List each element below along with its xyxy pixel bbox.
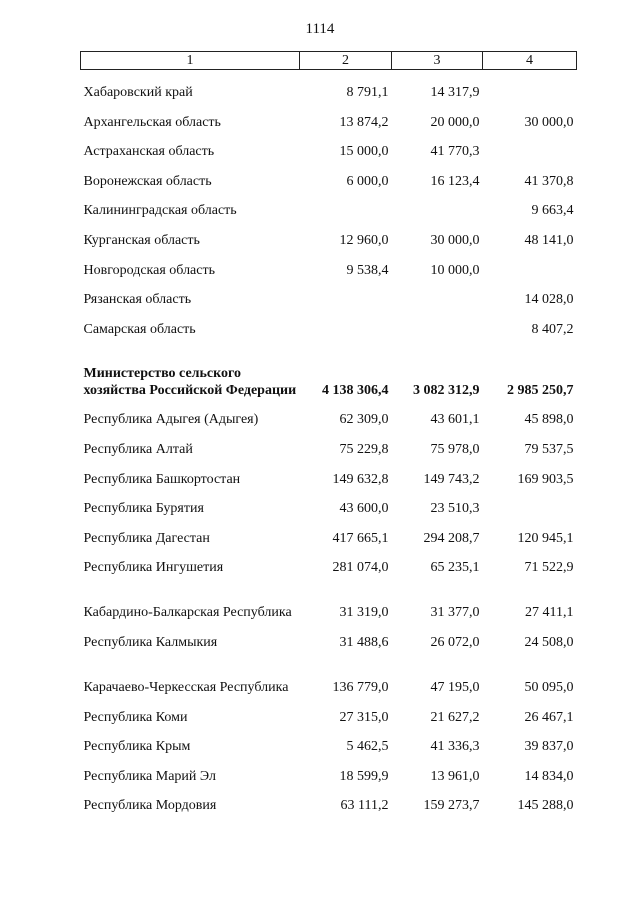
row-value-col2: 75 229,8 [339,441,389,457]
row-value-col2: 9 538,4 [346,262,389,278]
row-value-col3: 14 317,9 [430,85,480,100]
header-row [81,52,577,70]
row-value-col4: 169 903,5 [517,471,574,487]
row-value-col4 [483,131,577,161]
row-value-col3: 149 743,2 [423,471,480,487]
page-number: 1114 [305,21,335,37]
table-row [81,70,577,102]
row-value-col4: 45 898,0 [524,412,574,428]
row-name: Курганская область [83,232,200,248]
table-row [81,651,577,696]
row-name: Кабардино-Балкарская Республика [83,605,292,621]
row-name: Новгородская область [83,262,215,278]
row-value-col4: 79 537,5 [524,441,574,457]
table-row [81,131,577,161]
row-value-col2: 5 462,5 [346,739,389,755]
table-row [81,726,577,756]
row-value-col3 [392,308,483,338]
table-row [81,458,577,488]
table-row [81,517,577,547]
row-value-col2 [300,190,392,220]
row-name: Республика Мордовия [83,798,217,814]
row-value-col3: 41 770,3 [430,144,480,160]
table-row [81,621,577,651]
row-name: Республика Башкортостан [83,471,241,487]
row-value-col3: 31 377,0 [430,605,480,621]
row-value-col4: 26 467,1 [524,709,574,725]
row-value-col2: 18 599,9 [339,768,389,784]
row-value-col2: 149 632,8 [332,471,389,487]
row-value-col3: 41 336,3 [430,739,480,755]
row-value-col4: 120 945,1 [517,530,574,546]
row-name: Рязанская область [83,292,192,308]
header-col-4: 4 [483,52,577,70]
table-row [81,160,577,190]
row-name: Республика Крым [83,739,191,755]
row-value-col2: 136 779,0 [332,679,389,695]
row-name: Республика Бурятия [83,501,204,517]
row-value-col3: 30 000,0 [430,232,480,248]
row-value-col4: 50 095,0 [524,679,574,695]
ministry-name: Министерство сельского хозяйства Российской Федерации [83,365,297,398]
row-value-col2 [300,308,392,338]
row-value-col2: 43 600,0 [339,501,389,517]
table-row [81,576,577,621]
header-col-3: 3 [392,52,483,70]
row-name: Республика Дагестан [83,530,210,546]
table-row [81,488,577,518]
budget-table [80,51,577,814]
row-name: Калининградская область [83,203,237,219]
row-value-col4: 2 985 250,7 [507,382,574,398]
header-col-1: 1 [81,52,300,70]
row-name: Республика Марий Эл [83,768,216,784]
row-value-col3: 26 072,0 [430,634,480,650]
row-value-col4 [483,488,577,518]
row-name: Самарская область [83,321,196,337]
row-name: Хабаровский край [83,85,193,100]
ministry-row [81,338,577,399]
row-value-col2: 6 000,0 [346,173,389,189]
row-value-col2 [300,279,392,309]
row-value-col3: 23 510,3 [430,501,480,517]
table-row [81,547,577,577]
row-value-col2: 8 791,1 [346,85,389,100]
row-value-col2: 15 000,0 [339,144,389,160]
row-value-col3: 3 082 312,9 [413,382,480,398]
table-row [81,279,577,309]
row-value-col2: 62 309,0 [339,412,389,428]
row-value-col3: 21 627,2 [430,709,480,725]
row-value-col3: 10 000,0 [430,262,480,278]
row-value-col4: 24 508,0 [524,634,574,650]
row-value-col3: 159 273,7 [423,798,480,814]
table-header [81,52,577,70]
row-value-col3: 294 208,7 [423,530,480,546]
row-value-col2: 63 111,2 [340,798,389,814]
row-name: Республика Коми [83,709,188,725]
row-name: Архангельская область [83,114,221,130]
row-value-col2: 417 665,1 [332,530,389,546]
table-row [81,755,577,785]
row-value-col3: 47 195,0 [430,679,480,695]
row-value-col4: 71 522,9 [524,560,574,576]
row-value-col2: 31 488,6 [339,634,389,650]
row-value-col2: 31 319,0 [339,605,389,621]
row-value-col4: 145 288,0 [517,798,574,814]
row-value-col3 [392,279,483,309]
row-value-col2: 4 138 306,4 [322,382,389,398]
row-value-col3 [392,190,483,220]
row-value-col4: 41 370,8 [524,173,574,189]
row-name: Республика Адыгея (Адыгея) [83,412,259,428]
table-row [81,696,577,726]
row-name: Карачаево-Черкесская Республика [83,679,289,695]
row-value-col4: 14 028,0 [524,292,574,308]
table-row [81,428,577,458]
table-row [81,101,577,131]
table-row [81,190,577,220]
row-value-col3: 43 601,1 [430,412,480,428]
row-value-col4: 14 834,0 [524,768,574,784]
row-value-col2: 27 315,0 [339,709,389,725]
row-value-col2: 12 960,0 [339,232,389,248]
row-value-col3: 75 978,0 [430,441,480,457]
row-value-col4: 27 411,1 [525,605,574,621]
row-value-col4 [483,249,577,279]
table-body [81,70,577,815]
row-name: Республика Ингушетия [83,560,224,576]
row-value-col2: 13 874,2 [339,114,389,130]
row-value-col4: 8 407,2 [531,321,574,337]
table-row [81,785,577,815]
row-name: Республика Алтай [83,441,193,457]
row-name: Республика Калмыкия [83,634,218,650]
row-value-col3: 16 123,4 [430,173,480,189]
table-row [81,399,577,429]
header-col-2: 2 [300,52,392,70]
row-value-col4: 48 141,0 [524,232,574,248]
row-value-col3: 65 235,1 [430,560,480,576]
row-value-col4: 30 000,0 [524,114,574,130]
row-value-col4: 39 837,0 [524,739,574,755]
row-value-col4 [483,70,577,102]
row-value-col4: 9 663,4 [531,203,574,219]
table-row [81,249,577,279]
row-name: Воронежская область [83,173,212,189]
table-row [81,308,577,338]
row-name: Астраханская область [83,144,215,160]
row-value-col2: 281 074,0 [332,560,389,576]
row-value-col3: 20 000,0 [430,114,480,130]
row-value-col3: 13 961,0 [430,768,480,784]
table-row [81,219,577,249]
